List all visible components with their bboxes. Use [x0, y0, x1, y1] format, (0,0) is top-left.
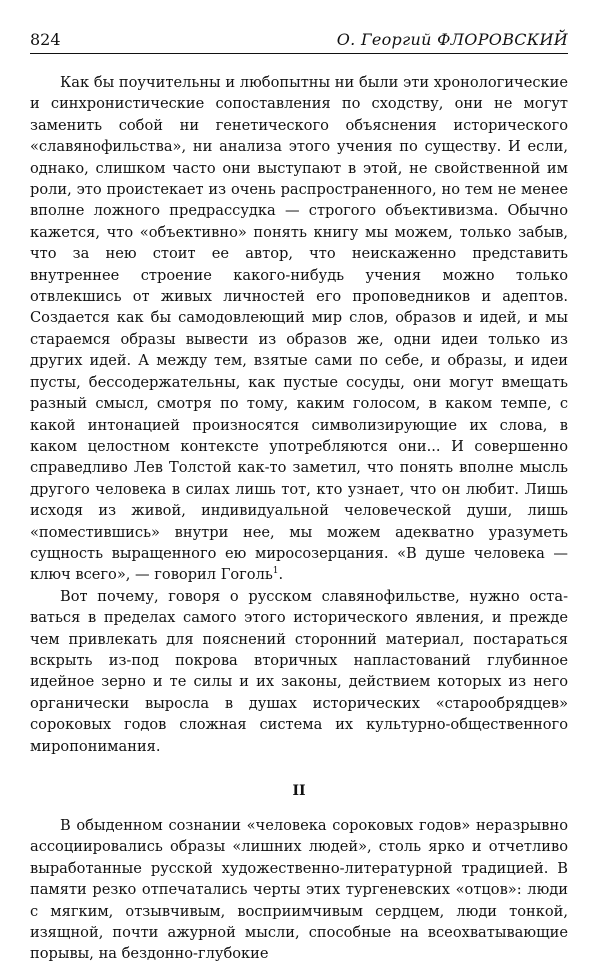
paragraph-2: Вот почему, говоря о русском славянофильстве, нужно оставаться в пределах самого этого исторического явления, и прежде чем привлекать для пояснений сторонний материал, постараться вскрыть из-под покрова вторичных напластований глубинное идейное зерно и те силы и их законы, действием которых из него органически выросла в душах исторических «старообрядцев» сороковых годов сложная система их культурно-общественного миропонимания. [30, 587, 568, 755]
paragraph-1: Как бы поучительны и любопытны ни были эти хронологические и синхронистические сопоставления по сходству, они не могут заменить собой ни генетического объяснения исторического «славянофильства», ни анализа этого учения по существу. И если, однако, слишком часто они выступают в этой, не свойственной им роли, это проистекает из очень распространенного, но тем не менее вполне ложного предрассудка — строгого объективизма. Обычно кажется, что «объективно» понять книгу мы можем, только забыв, что за нею стоит ее автор, что неискаженно представить внутреннее строение какого-нибудь учения можно только отвлекшись от живых личностей его проповедников и адептов. Создается как бы самодовлеющий мир слов, образов и идей, и мы стараемся образы вывести из образов же, одни идеи только из других идей. А между тем, взятые сами по себе, и образы, и идеи пусты, бессодержательны, как пустые сосуды, они могут вмещать разный смысл, смотря по тому, каким голосом, в каком темпе, с какой интонацией произносятся символизирующие их слова, в каком целостном контексте употребляются они... И совершенно справедливо Лев Толстой как-то заметил, что понять вполне мысль другого человека в силах лишь тот, кто узнает, что он любит. Лишь исходя из живой, индивидуальной человеческой души, лишь «поместившись» внутри нее, мы можем адекватно уразуметь сущность выращенного ею миросозерцания. «В душе человека — ключ всего», — говорил Гоголь$^1$. [30, 74, 568, 584]
running-title: О. Георгий ФЛОРОВСКИЙ [336, 30, 568, 49]
paragraph-1-text: Как бы поучительны и любопытны ни были эти хронологические и синхронистические сопоставления по сходству, они не могут заменить собой ни генетического объяснения исторического «славянофильства», ни анализа этого учения по существу. И если, однако, слишком часто они выступают в этой, не свойственной им роли, это проистекает из очень распространенного, но тем не менее вполне ложного предрассудка — строгого объективизма. Обычно кажется, что «объективно» понять книгу мы можем, только забыв, что за нею стоит ее автор, что неискаженно представить внутреннее строение какого-нибудь учения можно только отвлекшись от живых личностей его проповедников и адептов. Создается как бы самодовлеющий мир слов, образов и идей, и мы стараемся образы вывести из образов же, одни идеи только из других идей. А между тем, взятые сами по себе, и образы, и идеи пусты, бессодержательны, как пустые сосуды, они могут вмещать разный смысл, смотря по тому, каким голосом, в каком темпе, с какой интонацией произносятся символизирующие их слова, в каком целостном контексте употребляются они... И совершенно справедливо Лев Толстой как-то заметил, что понять вполне мысль другого человека в силах лишь тот, кто узнает, что он любит. Лишь исходя из живой, индивидуальной человеческой души, лишь «поместившись» внутри нее, мы можем адекватно уразуметь сущность выращенного ею миросозерцания. «В душе человека — ключ всего», — говорил Гоголь [30, 74, 568, 584]
body-text [30, 72, 568, 965]
footnote-reference: 1 [272, 566, 279, 577]
section-heading: II [292, 783, 306, 799]
running-head [30, 30, 568, 54]
paragraph-3: В обыденном сознании «человека сороковых годов» неразрывно ассоциировались образы «лишних людей», столь ярко и отчетливо выработанные русской художественно-литературной традицией. В памяти резко отпечатались черты этих тургеневских «отцов»: люди с мягким, отзывчивым, восприимчивым сердцем, люди тонкой, изящной, почти ажурной мысли, способные на всеохватывающие порывы, на бездонно-глубокие [30, 817, 568, 963]
book-page [30, 30, 568, 965]
page-number: 824 [30, 30, 61, 49]
